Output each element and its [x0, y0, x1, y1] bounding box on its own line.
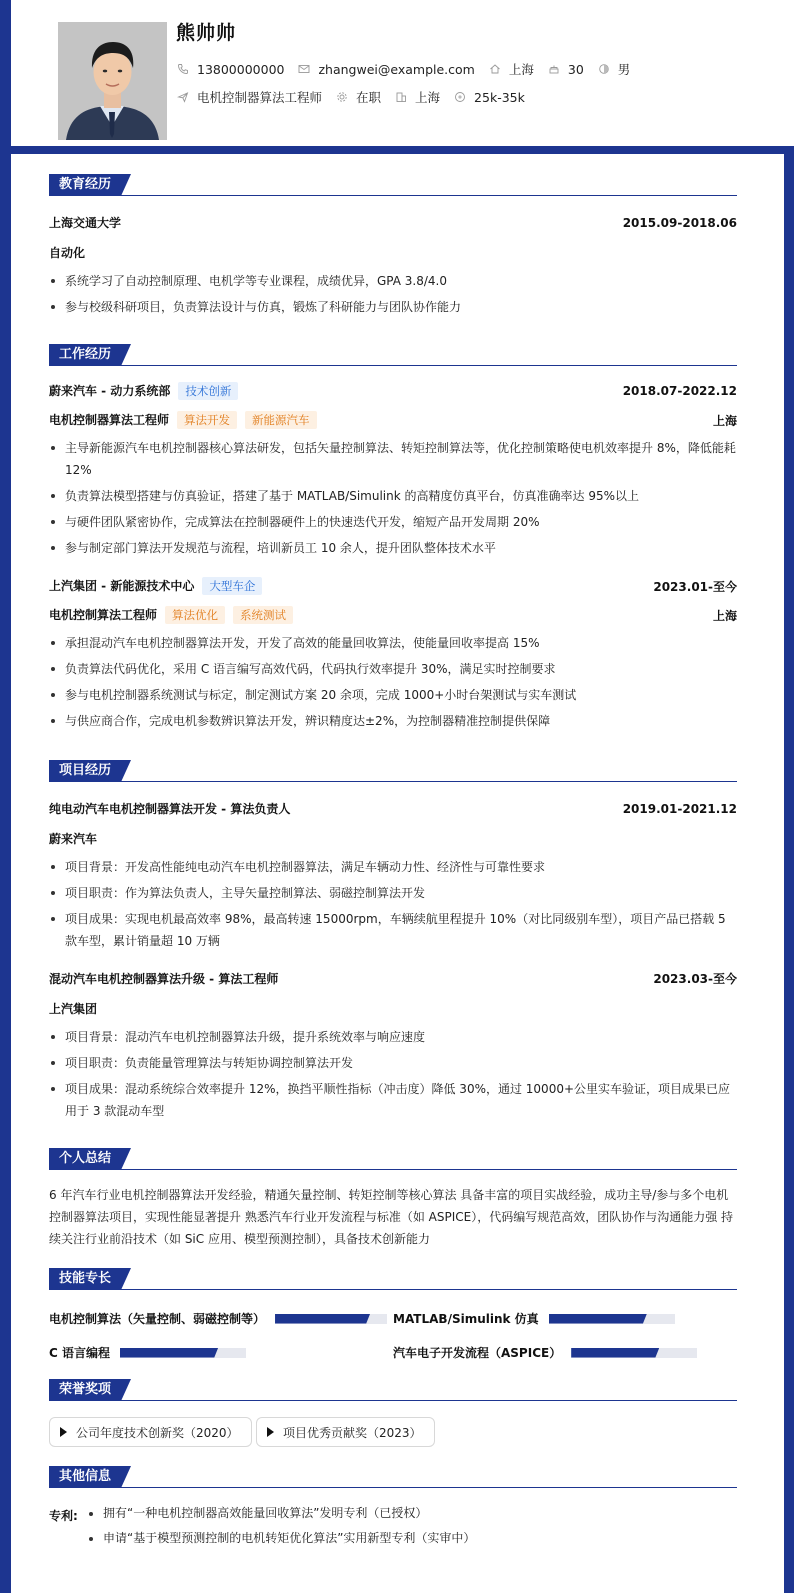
- company-name: 蔚来汽车 - 动力系统部: [49, 384, 171, 398]
- skill-bar-fill: [571, 1348, 659, 1358]
- section-title: 工作经历: [49, 344, 121, 366]
- work-bullets: [49, 437, 737, 559]
- job-status: 在职: [356, 90, 382, 105]
- award-badge: [256, 1417, 435, 1447]
- company-tag: 大型车企: [202, 577, 262, 595]
- project-header-row: [49, 970, 737, 987]
- candidate-name: 熊帅帅: [176, 22, 237, 44]
- contact-row: [177, 60, 644, 78]
- work-role-row: [49, 606, 737, 624]
- skill-name: C 语言编程: [49, 1346, 110, 1360]
- award-label: 公司年度技术创新奖（2020）: [76, 1425, 239, 1440]
- section-header: [49, 344, 737, 366]
- list-item: 与硬件团队紧密协作，完成算法在控制器硬件上的快速迭代开发，缩短产品开发周期 20%: [49, 511, 737, 533]
- project-org: 上汽集团: [49, 1002, 98, 1016]
- section-header: [49, 174, 737, 196]
- avatar-photo: [58, 22, 167, 140]
- section-header: [49, 760, 737, 782]
- award-label: 项目优秀贡献奖（2023）: [283, 1425, 422, 1440]
- education-header-row: [49, 214, 737, 231]
- work-period: 2023.01-至今: [653, 579, 737, 594]
- project-name: 纯电动汽车电机控制器算法开发 - 算法负责人: [49, 802, 291, 816]
- skill-item: [49, 1310, 387, 1327]
- city-item: [489, 60, 534, 78]
- section-divider: [49, 365, 737, 366]
- section-divider: [49, 781, 737, 782]
- section-title: 荣誉奖项: [49, 1379, 121, 1401]
- project-bullets: [49, 856, 737, 952]
- play-icon: [60, 1427, 67, 1437]
- resume-header: [11, 0, 794, 146]
- skills-section: [49, 1268, 737, 1363]
- skill-item: [393, 1344, 697, 1361]
- role-line: [49, 411, 317, 429]
- projects-section: [49, 760, 737, 1130]
- role-name: 电机控制算法工程师: [49, 608, 158, 622]
- skill-name: MATLAB/Simulink 仿真: [393, 1312, 539, 1326]
- list-item: 负责算法代码优化，采用 C 语言编写高效代码，代码执行效率提升 30%，满足实时控制要求: [49, 658, 737, 680]
- cake-icon: [548, 63, 560, 75]
- company-line: [49, 577, 262, 595]
- list-item: 承担混动汽车电机控制器算法开发，开发了高效的能量回收算法，使能量回收率提高 15%: [49, 632, 737, 654]
- age-value: 30: [567, 61, 584, 77]
- work-location: 上海: [712, 413, 737, 428]
- skill-bar: [571, 1348, 697, 1358]
- school-name: 上海交通大学: [49, 216, 122, 230]
- email-item: [298, 62, 474, 77]
- coin-icon: [454, 91, 466, 103]
- skill-bar-fill: [120, 1348, 218, 1358]
- work-company-row: [49, 577, 737, 595]
- summary-line: 控制器算法项目，实现性能显著提升 熟悉汽车行业开发流程与标准（如 ASPICE），代码编写规范高效，团队协作与沟通能力强 持: [49, 1210, 734, 1224]
- role-tag: 系统测试: [233, 606, 293, 624]
- list-item: 与供应商合作，完成电机参数辨识算法开发，辨识精度达±2%，为控制器精准控制提供保障: [49, 710, 737, 732]
- email-address: zhangwei@example.com: [318, 61, 475, 77]
- section-header: [49, 1466, 737, 1488]
- list-item: 拥有“一种电机控制器高效能量回收算法”发明专利（已授权）: [87, 1501, 737, 1526]
- education-bullets: [49, 270, 737, 318]
- status-item: [336, 88, 381, 106]
- section-divider: [49, 1289, 737, 1290]
- list-item: 项目成果：混动系统综合效率提升 12%，换挡平顺性指标（冲击度）降低 30%，通过 10000+公里实车验证，项目成果已应用于 3 款混动车型: [49, 1078, 737, 1122]
- role-tag: 新能源汽车: [245, 411, 317, 429]
- age-item: [548, 62, 584, 77]
- summary-section: [49, 1148, 737, 1253]
- project-period: 2023.03-至今: [653, 972, 737, 986]
- list-item: 项目成果：实现电机最高效率 98%，最高转速 15000rpm，车辆续航里程提升 10%（对比同级别车型），项目产品已搭载 5 款车型，累计销量超 10 万辆: [49, 908, 737, 952]
- work-location: 上海: [712, 608, 737, 623]
- gender-item: [598, 60, 631, 78]
- skill-item: [393, 1310, 675, 1327]
- target-city: 上海: [415, 90, 441, 105]
- awards-section: [49, 1379, 737, 1454]
- project-bullets: [49, 1026, 737, 1122]
- role-line: [49, 606, 293, 624]
- section-divider: [49, 195, 737, 196]
- job-title-item: [177, 88, 322, 106]
- resume-body: [11, 154, 784, 1593]
- city-value: 上海: [508, 62, 534, 77]
- skill-bar: [549, 1314, 675, 1324]
- job-title: 电机控制器算法工程师: [197, 90, 323, 105]
- list-item: 项目职责：作为算法负责人，主导矢量控制算法、弱磁控制算法开发: [49, 882, 737, 904]
- major-name: 自动化: [49, 246, 86, 260]
- section-title: 其他信息: [49, 1466, 121, 1488]
- summary-line: 6 年汽车行业电机控制器算法开发经验，精通矢量控制、转矩控制等核心算法 具备丰富的项目实战经验，成功主导/参与多个电机: [49, 1188, 729, 1202]
- company-name: 上汽集团 - 新能源技术中心: [49, 579, 195, 593]
- target-city-item: [395, 88, 440, 106]
- major-row: [49, 244, 737, 261]
- education-section: [49, 174, 737, 324]
- list-item: 负责算法模型搭建与仿真验证，搭建了基于 MATLAB/Simulink 的高精度仿真平台，仿真准确率达 95%以上: [49, 485, 737, 507]
- phone-item: [177, 62, 284, 77]
- award-badge: [49, 1417, 252, 1447]
- skill-name: 电机控制算法（矢量控制、弱磁控制等）: [49, 1312, 266, 1326]
- project-period: 2019.01-2021.12: [622, 801, 737, 816]
- other-section: [49, 1466, 737, 1556]
- section-title: 技能专长: [49, 1268, 121, 1290]
- section-header: [49, 1268, 737, 1290]
- section-divider: [49, 1400, 737, 1401]
- section-title: 项目经历: [49, 760, 121, 782]
- list-item: 项目背景：开发高性能纯电动汽车电机控制器算法，满足车辆动力性、经济性与可靠性要求: [49, 856, 737, 878]
- work-section: [49, 344, 737, 744]
- home-icon: [489, 63, 501, 75]
- section-divider: [49, 1487, 737, 1488]
- building-icon: [395, 91, 407, 103]
- project-name: 混动汽车电机控制器算法升级 - 算法工程师: [49, 972, 279, 986]
- send-icon: [177, 91, 189, 103]
- summary-text: [49, 1184, 737, 1250]
- company-tag: 技术创新: [178, 382, 238, 400]
- section-title: 个人总结: [49, 1148, 121, 1170]
- section-divider: [49, 1169, 737, 1170]
- work-company-row: [49, 382, 737, 400]
- list-item: 项目职责：负责能量管理算法与转矩协调控制算法开发: [49, 1052, 737, 1074]
- list-item: 项目背景：混动汽车电机控制器算法升级，提升系统效率与响应速度: [49, 1026, 737, 1048]
- gender-value: 男: [617, 62, 631, 77]
- work-role-row: [49, 411, 737, 429]
- work-period: 2018.07-2022.12: [622, 384, 737, 398]
- job-intent-row: [177, 88, 539, 106]
- list-item: 参与校级科研项目，负责算法设计与仿真，锻炼了科研能力与团队协作能力: [49, 296, 737, 318]
- skill-name: 汽车电子开发流程（ASPICE）: [393, 1346, 562, 1360]
- list-item: 主导新能源汽车电机控制器核心算法研发，包括矢量控制算法、转矩控制算法等，优化控制策略使电机效率提升 8%，降低能耗 12%: [49, 437, 737, 481]
- skill-bar-fill: [549, 1314, 647, 1324]
- project-org-row: [49, 1000, 737, 1017]
- patent-label: 专利:: [49, 1509, 78, 1523]
- skill-bar: [275, 1314, 387, 1324]
- phone-icon: [177, 63, 189, 75]
- section-title: 教育经历: [49, 174, 121, 196]
- gender-icon: [598, 63, 610, 75]
- list-item: 参与电机控制器系统测试与标定，制定测试方案 20 余项，完成 1000+小时台架测试与实车测试: [49, 684, 737, 706]
- list-item: 申请“基于模型预测控制的电机转矩优化算法”实用新型专利（实审中）: [87, 1526, 737, 1551]
- company-line: [49, 382, 238, 400]
- summary-line: 续关注行业前沿技术（如 SiC 应用、模型预测控制），具备技术创新能力: [49, 1232, 430, 1246]
- mail-icon: [298, 63, 310, 75]
- patent-list: [87, 1501, 737, 1551]
- role-name: 电机控制器算法工程师: [49, 413, 170, 427]
- salary-range: 25k-35k: [474, 89, 525, 105]
- project-org-row: [49, 830, 737, 847]
- role-tag: 算法优化: [165, 606, 225, 624]
- project-header-row: [49, 800, 737, 817]
- skill-bar: [120, 1348, 246, 1358]
- phone-number: 13800000000: [197, 61, 285, 77]
- play-icon: [267, 1427, 274, 1437]
- salary-item: [454, 90, 525, 105]
- skill-bar-fill: [275, 1314, 370, 1324]
- list-item: 系统学习了自动控制原理、电机学等专业课程，成绩优异，GPA 3.8/4.0: [49, 270, 737, 292]
- list-item: 参与制定部门算法开发规范与流程，培训新员工 10 余人，提升团队整体技术水平: [49, 537, 737, 559]
- project-org: 蔚来汽车: [49, 832, 98, 846]
- section-header: [49, 1379, 737, 1401]
- gear-icon: [336, 91, 348, 103]
- skill-item: [49, 1344, 246, 1361]
- education-period: 2015.09-2018.06: [622, 215, 737, 230]
- role-tag: 算法开发: [177, 411, 237, 429]
- work-bullets: [49, 632, 737, 732]
- section-header: [49, 1148, 737, 1170]
